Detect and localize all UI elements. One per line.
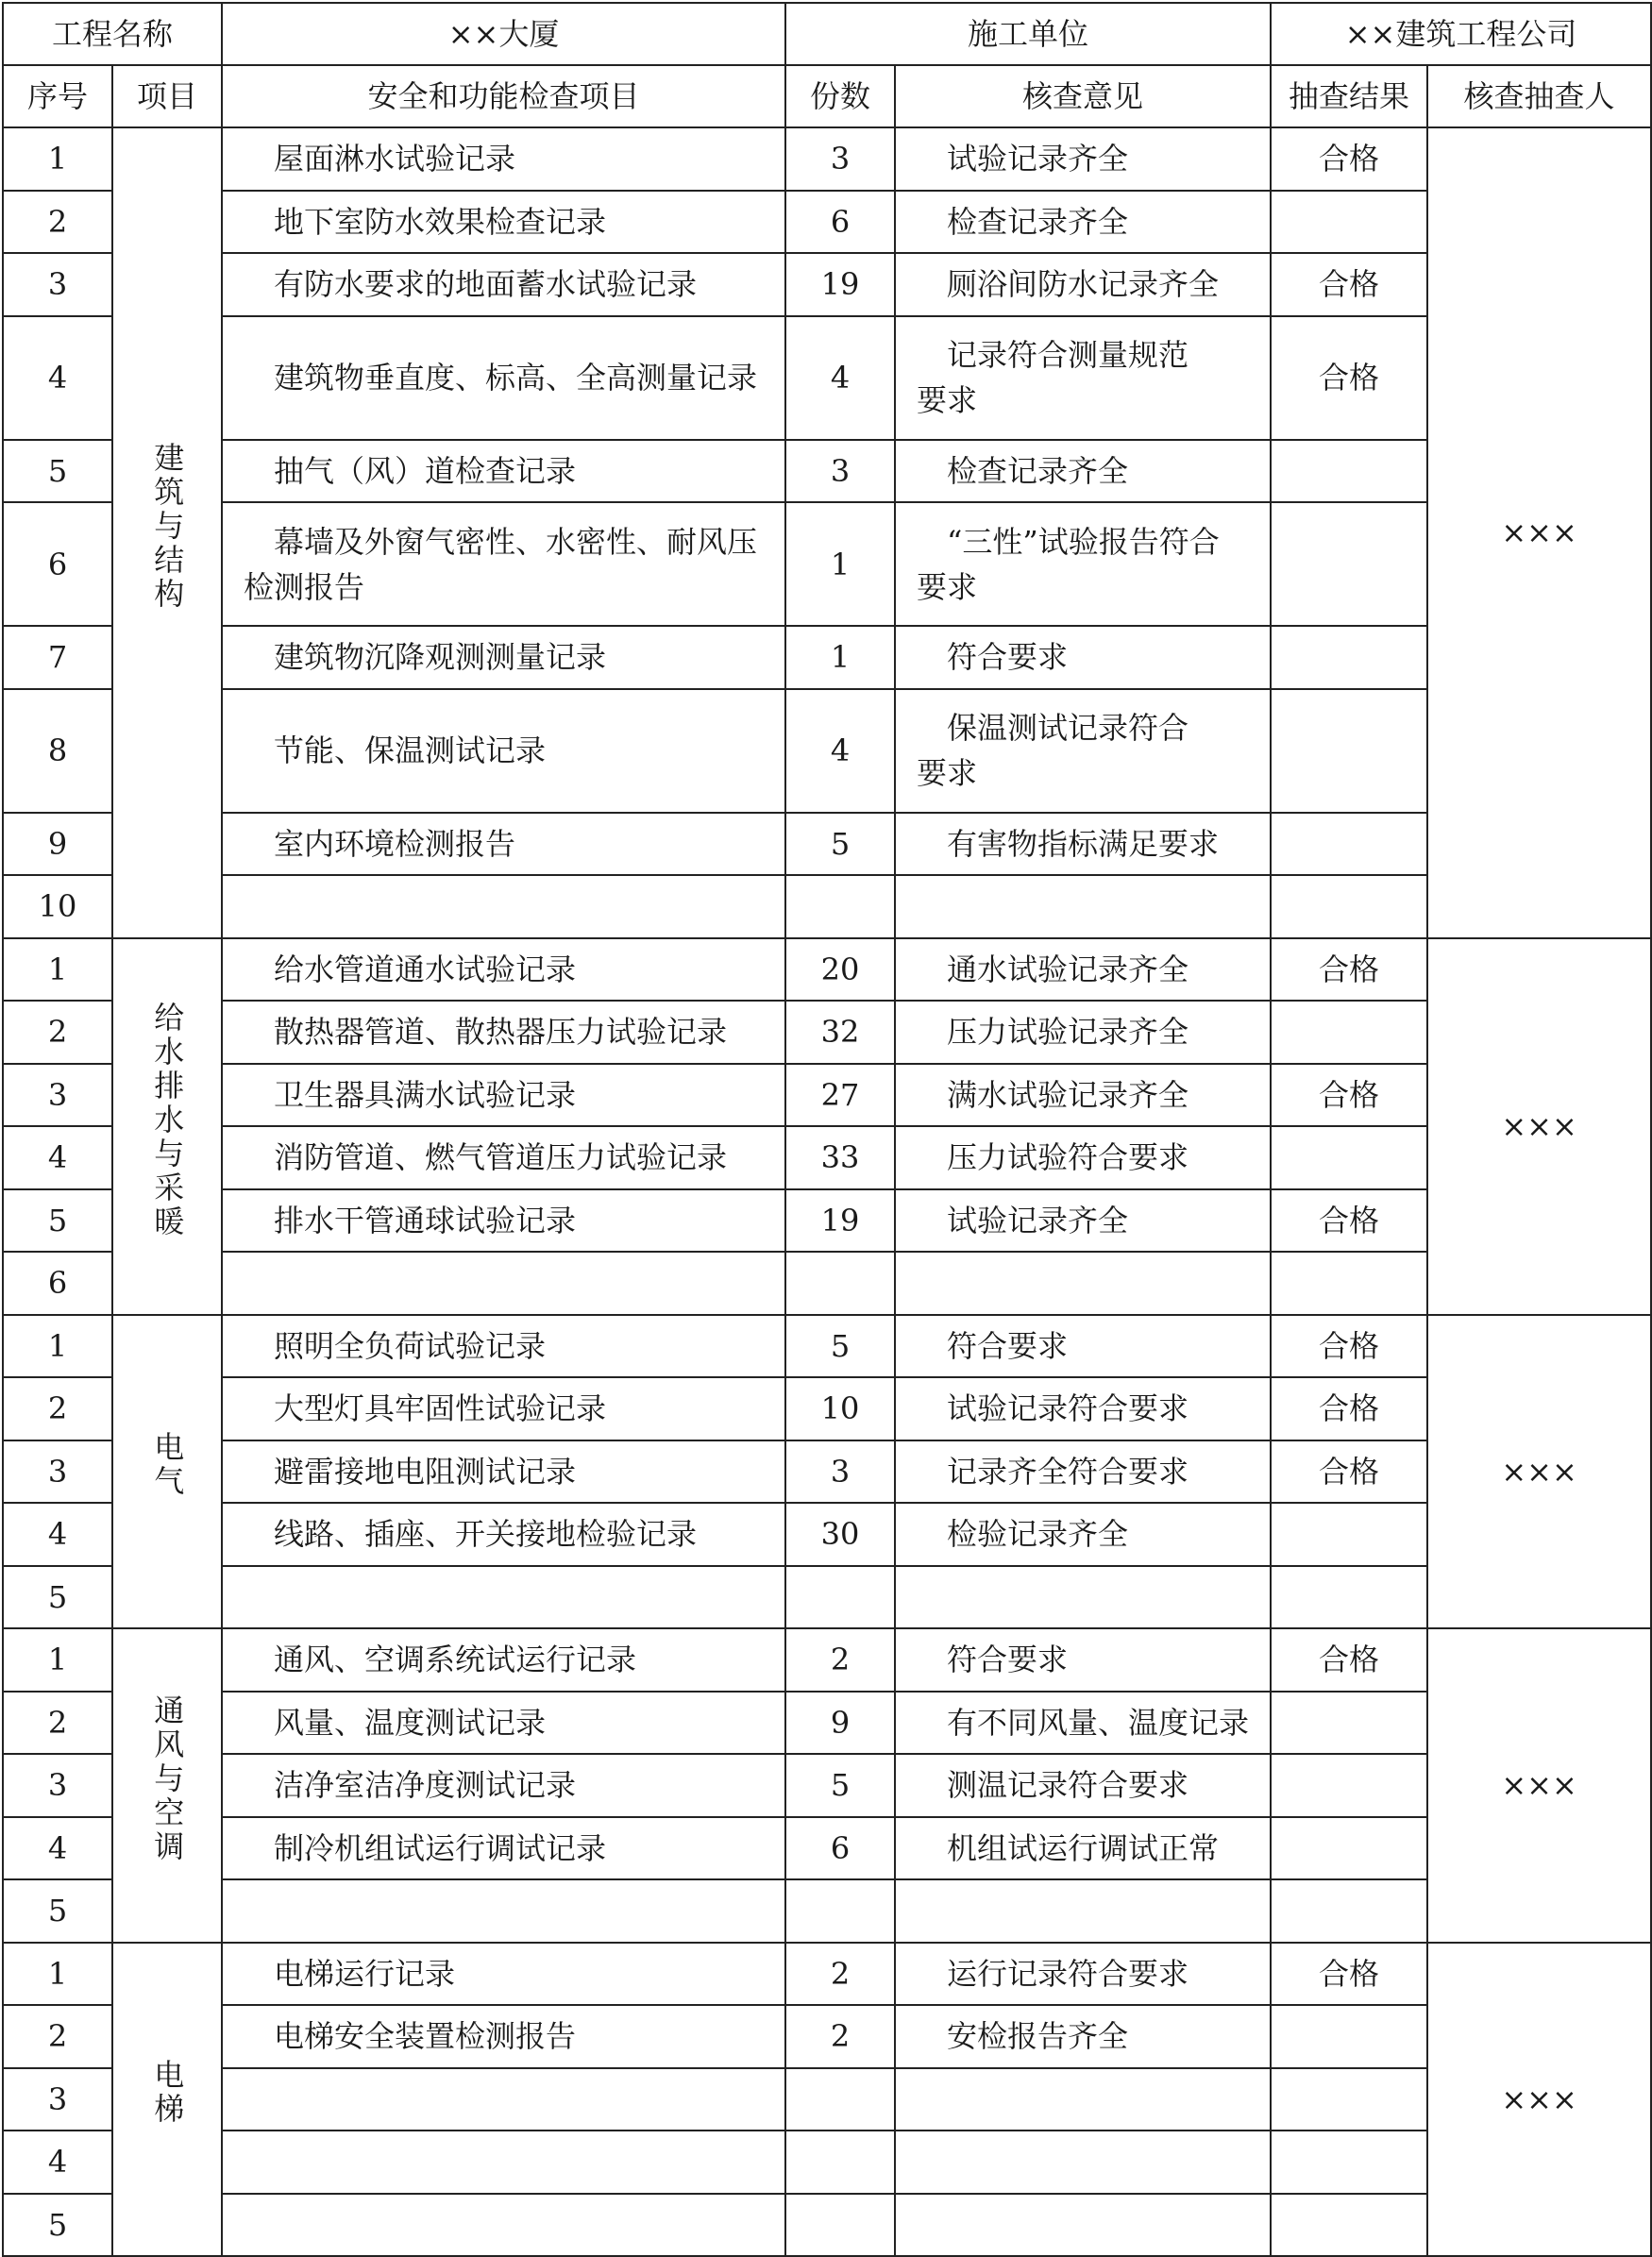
check-item-cell: 洁净室洁净度测试记录 <box>222 1754 785 1817</box>
contractor-label: 施工单位 <box>785 3 1271 65</box>
check-item-line: 幕墙及外窗气密性、水密性、耐风压 <box>274 523 758 560</box>
seq-cell: 4 <box>3 1503 112 1566</box>
category-label: 电气 <box>149 1431 186 1500</box>
category-cell <box>112 938 222 1315</box>
copies-cell: 1 <box>785 502 895 626</box>
result-cell: 合格 <box>1271 1315 1427 1378</box>
seq-cell: 2 <box>3 2005 112 2068</box>
check-item-cell: 排水干管通球试验记录 <box>222 1189 785 1253</box>
check-item-cell: 大型灯具牢固性试验记录 <box>222 1377 785 1440</box>
result-cell: 合格 <box>1271 316 1427 440</box>
col-header-copies: 份数 <box>785 65 895 127</box>
result-cell <box>1271 813 1427 876</box>
table-row <box>3 938 1651 1002</box>
seq-cell: 4 <box>3 1817 112 1880</box>
check-item-cell: 屋面淋水试验记录 <box>222 127 785 191</box>
result-cell: 合格 <box>1271 1064 1427 1127</box>
seq-cell: 5 <box>3 1566 112 1629</box>
seq-cell: 5 <box>3 1879 112 1943</box>
seq-cell: 4 <box>3 2131 112 2194</box>
opinion-cell: 厕浴间防水记录齐全 <box>895 253 1271 316</box>
opinion-cell: 通水试验记录齐全 <box>895 938 1271 1002</box>
col-header-item: 项目 <box>112 65 222 127</box>
result-cell: 合格 <box>1271 127 1427 191</box>
check-item-cell: 电梯运行记录 <box>222 1943 785 2006</box>
copies-cell: 10 <box>785 1377 895 1440</box>
check-item-cell: 照明全负荷试验记录 <box>222 1315 785 1378</box>
seq-cell: 7 <box>3 626 112 689</box>
table-row <box>3 2005 1651 2068</box>
result-cell <box>1271 2131 1427 2194</box>
check-item-cell: 建筑物沉降观测测量记录 <box>222 626 785 689</box>
check-item-cell <box>222 2194 785 2257</box>
opinion-cell: 试验记录齐全 <box>895 1189 1271 1253</box>
opinion-cell <box>895 502 1271 626</box>
table-row <box>3 440 1651 503</box>
result-cell <box>1271 1126 1427 1189</box>
copies-cell <box>785 2131 895 2194</box>
check-item-cell <box>222 2131 785 2194</box>
copies-cell <box>785 2068 895 2131</box>
table-row <box>3 1817 1651 1880</box>
result-cell <box>1271 1692 1427 1755</box>
project-info-row <box>3 3 1651 65</box>
opinion-line: 记录符合测量规范 <box>947 337 1189 373</box>
copies-cell: 3 <box>785 1440 895 1504</box>
contractor-value: ××建筑工程公司 <box>1271 3 1651 65</box>
col-header-result: 抽查结果 <box>1271 65 1427 127</box>
check-item-cell <box>222 1566 785 1629</box>
copies-cell: 3 <box>785 127 895 191</box>
table-row <box>3 1126 1651 1189</box>
check-item-cell <box>222 2068 785 2131</box>
result-cell <box>1271 1817 1427 1880</box>
result-cell <box>1271 2068 1427 2131</box>
check-item-cell: 抽气（风）道检查记录 <box>222 440 785 503</box>
category-label: 建筑与结构 <box>149 441 186 612</box>
result-cell <box>1271 1252 1427 1315</box>
copies-cell: 2 <box>785 2005 895 2068</box>
result-cell: 合格 <box>1271 1189 1427 1253</box>
copies-cell: 5 <box>785 1315 895 1378</box>
seq-cell: 6 <box>3 502 112 626</box>
copies-cell: 30 <box>785 1503 895 1566</box>
copies-cell: 1 <box>785 626 895 689</box>
opinion-cell <box>895 1252 1271 1315</box>
opinion-cell: 符合要求 <box>895 1628 1271 1692</box>
opinion-line: 要求 <box>917 755 978 791</box>
seq-cell: 4 <box>3 316 112 440</box>
seq-cell: 3 <box>3 1064 112 1127</box>
result-cell: 合格 <box>1271 1377 1427 1440</box>
category-cell <box>112 127 222 938</box>
col-header-opinion: 核查意见 <box>895 65 1271 127</box>
table-row <box>3 1001 1651 1064</box>
checker-cell: ××× <box>1427 1315 1651 1629</box>
category-label: 通风与空调 <box>149 1693 186 1864</box>
opinion-cell <box>895 689 1271 813</box>
opinion-cell <box>895 2068 1271 2131</box>
opinion-line: 要求 <box>917 382 978 418</box>
copies-cell: 5 <box>785 813 895 876</box>
result-cell <box>1271 502 1427 626</box>
opinion-cell <box>895 316 1271 440</box>
opinion-cell: 记录齐全符合要求 <box>895 1440 1271 1504</box>
opinion-cell: 压力试验记录齐全 <box>895 1001 1271 1064</box>
opinion-line: 保温测试记录符合 <box>947 710 1189 746</box>
opinion-cell: 满水试验记录齐全 <box>895 1064 1271 1127</box>
result-cell <box>1271 875 1427 938</box>
copies-cell: 19 <box>785 1189 895 1253</box>
result-cell <box>1271 440 1427 503</box>
check-item-cell: 室内环境检测报告 <box>222 813 785 876</box>
copies-cell: 32 <box>785 1001 895 1064</box>
result-cell <box>1271 1754 1427 1817</box>
seq-cell: 3 <box>3 1440 112 1504</box>
check-item-cell: 避雷接地电阻测试记录 <box>222 1440 785 1504</box>
result-cell <box>1271 626 1427 689</box>
seq-cell: 2 <box>3 191 112 254</box>
copies-cell <box>785 1879 895 1943</box>
seq-cell: 2 <box>3 1001 112 1064</box>
checker-cell: ××× <box>1427 127 1651 938</box>
table-row <box>3 2131 1651 2194</box>
copies-cell <box>785 1566 895 1629</box>
seq-cell: 2 <box>3 1377 112 1440</box>
category-cell <box>112 1628 222 1943</box>
seq-cell: 1 <box>3 1628 112 1692</box>
check-item-cell: 卫生器具满水试验记录 <box>222 1064 785 1127</box>
copies-cell: 27 <box>785 1064 895 1127</box>
result-cell: 合格 <box>1271 1943 1427 2006</box>
check-item-cell <box>222 1252 785 1315</box>
safety-function-check-table <box>2 2 1652 2257</box>
column-header-row <box>3 65 1651 127</box>
seq-cell: 3 <box>3 253 112 316</box>
opinion-cell: 检查记录齐全 <box>895 191 1271 254</box>
table-row <box>3 689 1651 813</box>
check-item-cell: 给水管道通水试验记录 <box>222 938 785 1002</box>
result-cell: 合格 <box>1271 253 1427 316</box>
table-row <box>3 502 1651 626</box>
check-item-cell <box>222 502 785 626</box>
checker-cell: ××× <box>1427 1943 1651 2257</box>
check-item-cell: 地下室防水效果检查记录 <box>222 191 785 254</box>
opinion-cell: 检查记录齐全 <box>895 440 1271 503</box>
check-item-cell: 通风、空调系统试运行记录 <box>222 1628 785 1692</box>
check-item-cell: 制冷机组试运行调试记录 <box>222 1817 785 1880</box>
category-cell <box>112 1315 222 1629</box>
result-cell <box>1271 2005 1427 2068</box>
seq-cell: 1 <box>3 1943 112 2006</box>
table-row <box>3 1628 1651 1692</box>
category-cell <box>112 1943 222 2257</box>
seq-cell: 3 <box>3 2068 112 2131</box>
result-cell: 合格 <box>1271 1440 1427 1504</box>
project-name-value: ××大厦 <box>222 3 785 65</box>
seq-cell: 3 <box>3 1754 112 1817</box>
copies-cell: 4 <box>785 689 895 813</box>
opinion-cell <box>895 2194 1271 2257</box>
copies-cell: 20 <box>785 938 895 1002</box>
project-name-label: 工程名称 <box>3 3 222 65</box>
opinion-line: 要求 <box>917 568 978 605</box>
check-item-cell: 散热器管道、散热器压力试验记录 <box>222 1001 785 1064</box>
copies-cell: 4 <box>785 316 895 440</box>
opinion-cell: 机组试运行调试正常 <box>895 1817 1271 1880</box>
result-cell: 合格 <box>1271 938 1427 1002</box>
result-cell <box>1271 1503 1427 1566</box>
col-header-seq: 序号 <box>3 65 112 127</box>
check-item-cell: 电梯安全装置检测报告 <box>222 2005 785 2068</box>
copies-cell <box>785 2194 895 2257</box>
opinion-cell: 运行记录符合要求 <box>895 1943 1271 2006</box>
table-row <box>3 2068 1651 2131</box>
table-row <box>3 813 1651 876</box>
table-row <box>3 1252 1651 1315</box>
table-row <box>3 626 1651 689</box>
check-item-cell <box>222 875 785 938</box>
copies-cell: 3 <box>785 440 895 503</box>
seq-cell: 1 <box>3 127 112 191</box>
table-row <box>3 1377 1651 1440</box>
table-row <box>3 875 1651 938</box>
seq-cell: 2 <box>3 1692 112 1755</box>
copies-cell <box>785 875 895 938</box>
copies-cell: 19 <box>785 253 895 316</box>
check-item-cell: 建筑物垂直度、标高、全高测量记录 <box>222 316 785 440</box>
opinion-cell <box>895 2131 1271 2194</box>
opinion-cell: 试验记录符合要求 <box>895 1377 1271 1440</box>
col-header-check-item: 安全和功能检查项目 <box>222 65 785 127</box>
check-item-cell: 风量、温度测试记录 <box>222 1692 785 1755</box>
check-item-cell: 有防水要求的地面蓄水试验记录 <box>222 253 785 316</box>
result-cell <box>1271 1566 1427 1629</box>
table-row <box>3 1064 1651 1127</box>
table-row <box>3 2194 1651 2257</box>
seq-cell: 4 <box>3 1126 112 1189</box>
table-row <box>3 1754 1651 1817</box>
check-item-cell: 消防管道、燃气管道压力试验记录 <box>222 1126 785 1189</box>
opinion-cell: 安检报告齐全 <box>895 2005 1271 2068</box>
copies-cell: 2 <box>785 1943 895 2006</box>
seq-cell: 9 <box>3 813 112 876</box>
seq-cell: 1 <box>3 938 112 1002</box>
checker-cell: ××× <box>1427 1628 1651 1943</box>
opinion-cell: 检验记录齐全 <box>895 1503 1271 1566</box>
opinion-line: “三性”试验报告符合 <box>947 523 1220 560</box>
result-cell: 合格 <box>1271 1628 1427 1692</box>
seq-cell: 5 <box>3 440 112 503</box>
seq-cell: 1 <box>3 1315 112 1378</box>
check-item-line: 检测报告 <box>244 568 365 605</box>
copies-cell: 2 <box>785 1628 895 1692</box>
copies-cell: 6 <box>785 191 895 254</box>
opinion-cell: 有害物指标满足要求 <box>895 813 1271 876</box>
seq-cell: 10 <box>3 875 112 938</box>
result-cell <box>1271 1879 1427 1943</box>
opinion-cell <box>895 1566 1271 1629</box>
table-row <box>3 191 1651 254</box>
opinion-cell: 符合要求 <box>895 626 1271 689</box>
category-label: 电梯 <box>149 2059 186 2128</box>
result-cell <box>1271 1001 1427 1064</box>
check-item-cell: 节能、保温测试记录 <box>222 689 785 813</box>
table-row <box>3 1943 1651 2006</box>
opinion-cell: 测温记录符合要求 <box>895 1754 1271 1817</box>
seq-cell: 5 <box>3 2194 112 2257</box>
col-header-checker: 核查抽查人 <box>1427 65 1651 127</box>
copies-cell: 9 <box>785 1692 895 1755</box>
copies-cell: 5 <box>785 1754 895 1817</box>
table-row <box>3 1503 1651 1566</box>
table-row <box>3 1315 1651 1378</box>
table-row <box>3 1189 1651 1253</box>
result-cell <box>1271 689 1427 813</box>
opinion-cell <box>895 1879 1271 1943</box>
table-row <box>3 316 1651 440</box>
checker-cell: ××× <box>1427 938 1651 1315</box>
opinion-cell: 试验记录齐全 <box>895 127 1271 191</box>
opinion-cell: 有不同风量、温度记录 <box>895 1692 1271 1755</box>
opinion-cell: 符合要求 <box>895 1315 1271 1378</box>
table-row <box>3 1879 1651 1943</box>
check-item-cell: 线路、插座、开关接地检验记录 <box>222 1503 785 1566</box>
copies-cell <box>785 1252 895 1315</box>
check-item-cell <box>222 1879 785 1943</box>
result-cell <box>1271 2194 1427 2257</box>
copies-cell: 33 <box>785 1126 895 1189</box>
copies-cell: 6 <box>785 1817 895 1880</box>
opinion-cell <box>895 875 1271 938</box>
seq-cell: 8 <box>3 689 112 813</box>
table-row <box>3 1440 1651 1504</box>
category-label: 给水排水与采暖 <box>149 1001 186 1239</box>
table-row <box>3 253 1651 316</box>
seq-cell: 5 <box>3 1189 112 1253</box>
table-row <box>3 1692 1651 1755</box>
opinion-cell: 压力试验符合要求 <box>895 1126 1271 1189</box>
table-row <box>3 1566 1651 1629</box>
table-row <box>3 127 1651 191</box>
seq-cell: 6 <box>3 1252 112 1315</box>
result-cell <box>1271 191 1427 254</box>
